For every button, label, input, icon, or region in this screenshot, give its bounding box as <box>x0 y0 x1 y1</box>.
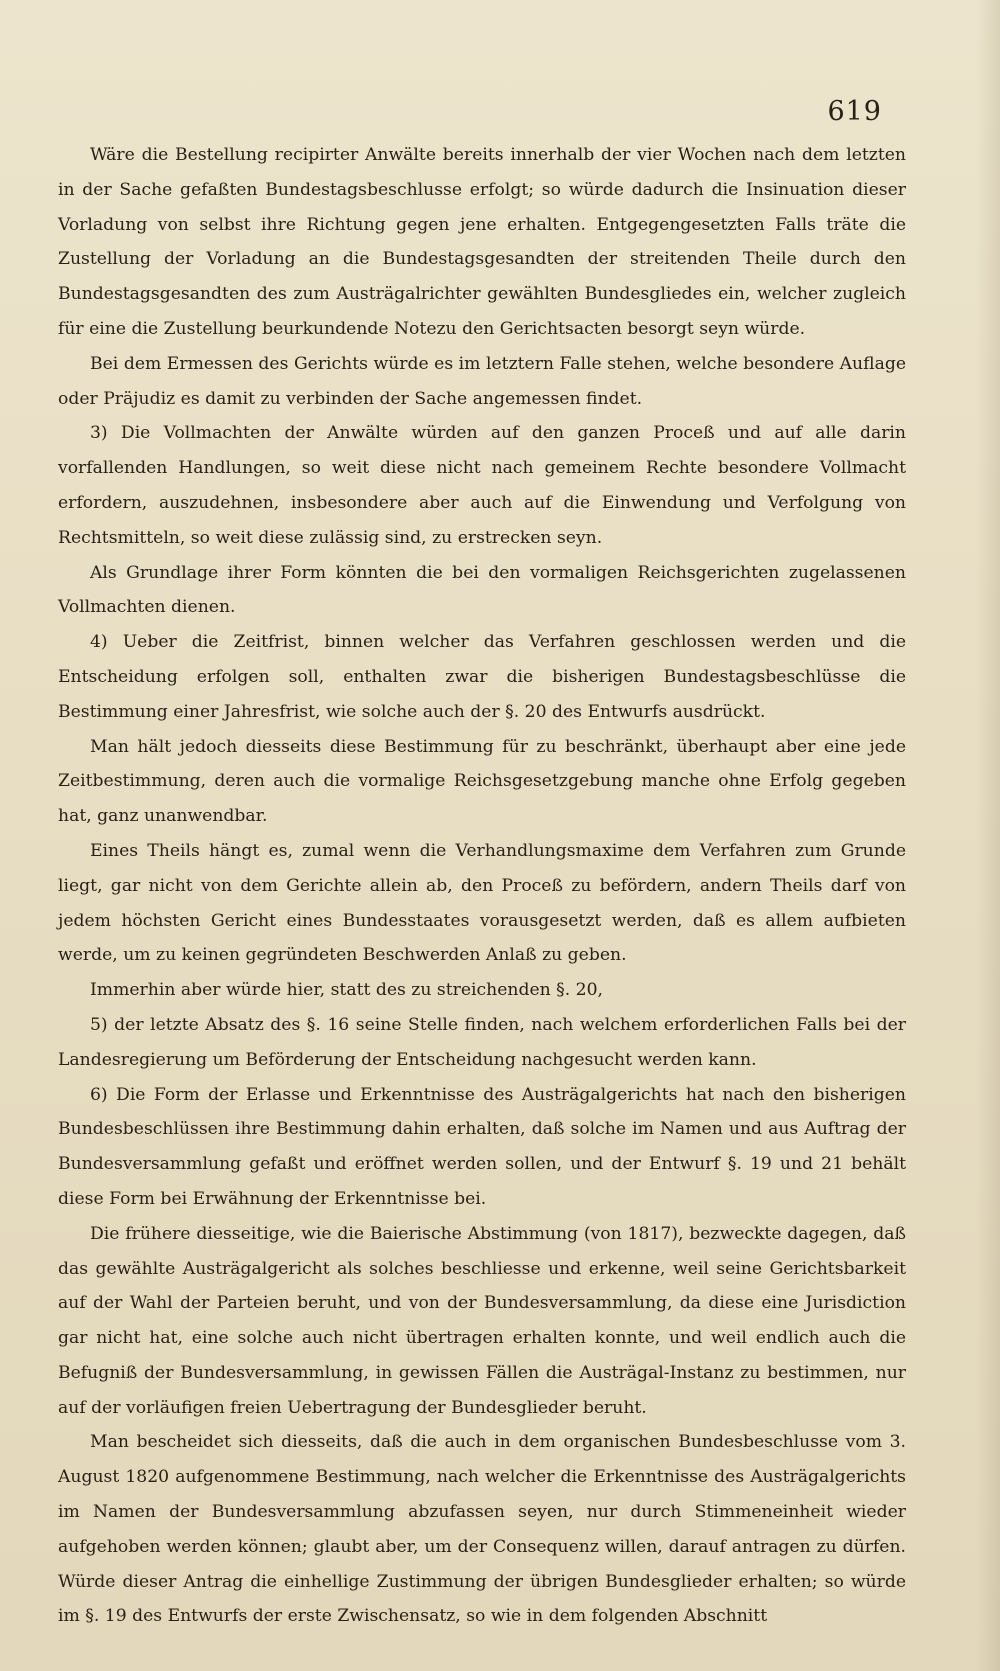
body-text <box>58 138 906 1634</box>
paragraph: 5) der letzte Absatz des §. 16 seine Stelle finden, nach welchem erforderlichen Falls bei der Landesregierung um Beförderung der Entscheidung nachgesucht werden kann. <box>58 1014 906 1070</box>
paragraph: Die frühere diesseitige, wie die Baierische Abstimmung (von 1817), bezweckte dagegen, daß das gewählte Austrägalgericht als solches beschliesse und erkenne, weil seine Gerichtsbarkeit auf der Wahl der Parteien beruht, und von der Bundesversammlung, da diese eine Jurisdiction gar nicht hat, eine solche auch nicht übertragen erhalten konnte, und weil endlich auch die Befugniß der Bundesversammlung, in gewissen Fällen die Austrägal-Instanz zu bestimmen, nur auf der vorläufigen freien Uebertragung der Bundesglieder beruht. <box>58 1223 906 1418</box>
paragraph: Eines Theils hängt es, zumal wenn die Verhandlungsmaxime dem Verfahren zum Grunde liegt, gar nicht von dem Gerichte allein ab, den Proceß zu befördern, andern Theils darf von jedem höchsten Gericht eines Bundesstaates vorausgesetzt werden, daß es allem aufbieten werde, um zu keinen gegründeten Beschwerden Anlaß zu geben. <box>58 840 906 966</box>
paragraph: 6) Die Form der Erlasse und Erkenntnisse des Austrägalgerichts hat nach den bisherigen Bundesbeschlüssen ihre Bestimmung dahin erhalten, daß solche im Namen und aus Auftrag der Bundesversammlung gefaßt und eröffnet werden sollen, und der Entwurf §. 19 und 21 behält diese Form bei Erwähnung der Erkenntnisse bei. <box>58 1084 906 1209</box>
paragraph: Man hält jedoch diesseits diese Bestimmung für zu beschränkt, überhaupt aber eine jede Zeitbestimmung, deren auch die vormalige Reichsgesetzgebung manche ohne Erfolg gegeben hat, ganz unanwendbar. <box>58 736 906 827</box>
paragraph: 3) Die Vollmachten der Anwälte würden auf den ganzen Proceß und auf alle darin vorfallenden Handlungen, so weit diese nicht nach gemeinem Rechte besondere Vollmacht erfordern, auszudehnen, insbesondere aber auch auf die Einwendung und Verfolgung von Rechtsmitteln, so weit diese zulässig sind, zu erstrecken seyn. <box>58 423 906 548</box>
page-edge-shadow <box>976 0 1000 1671</box>
paragraph: Als Grundlage ihrer Form könnten die bei den vormaligen Reichsgerichten zugelassenen Vollmachten dienen. <box>58 562 906 618</box>
paragraph: Man bescheidet sich diesseits, daß die auch in dem organischen Bundesbeschlusse vom 3. August 1820 aufgenommene Bestimmung, nach welcher die Erkenntnisse des Austrägalgerichts im Namen der Bundesversammlung abzufassen seyen, nur durch Stimmeneinheit wieder aufgehoben werden können; glaubt aber, um der Consequenz willen, darauf antragen zu dürfen. Würde dieser Antrag die einhellige Zustimmung der übrigen Bundesglieder erhalten; so würde im §. 19 des Entwurfs der erste Zwischensatz, so wie in dem folgenden Abschnitt <box>58 1432 906 1627</box>
paragraph: Immerhin aber würde hier, statt des zu streichenden §. 20, <box>90 980 604 1001</box>
page-number: 619 <box>827 96 882 127</box>
paragraph: Wäre die Bestellung recipirter Anwälte bereits innerhalb der vier Wochen nach dem letzten in der Sache gefaßten Bundestagsbeschlusse erfolgt; so würde dadurch die Insinuation dieser Vorladung von selbst ihre Richtung gegen jene erhalten. Entgegengesetzten Falls träte die Zustellung der Vorladung an die Bundestagsgesandten der streitenden Theile durch den Bundestagsgesandten des zum Austrägalrichter gewählten Bundesgliedes ein, welcher zugleich für eine die Zustellung beurkundende Notezu den Gerichtsacten besorgt seyn würde. <box>58 145 906 339</box>
paragraph: Bei dem Ermessen des Gerichts würde es im letztern Falle stehen, welche besondere Auflage oder Präjudiz es damit zu verbinden der Sache angemessen findet. <box>58 353 906 409</box>
paragraph: 4) Ueber die Zeitfrist, binnen welcher das Verfahren geschlossen werden und die Entscheidung erfolgen soll, enthalten zwar die bisherigen Bundestagsbeschlüsse die Bestimmung einer Jahresfrist, wie solche auch der §. 20 des Entwurfs ausdrückt. <box>58 632 906 722</box>
